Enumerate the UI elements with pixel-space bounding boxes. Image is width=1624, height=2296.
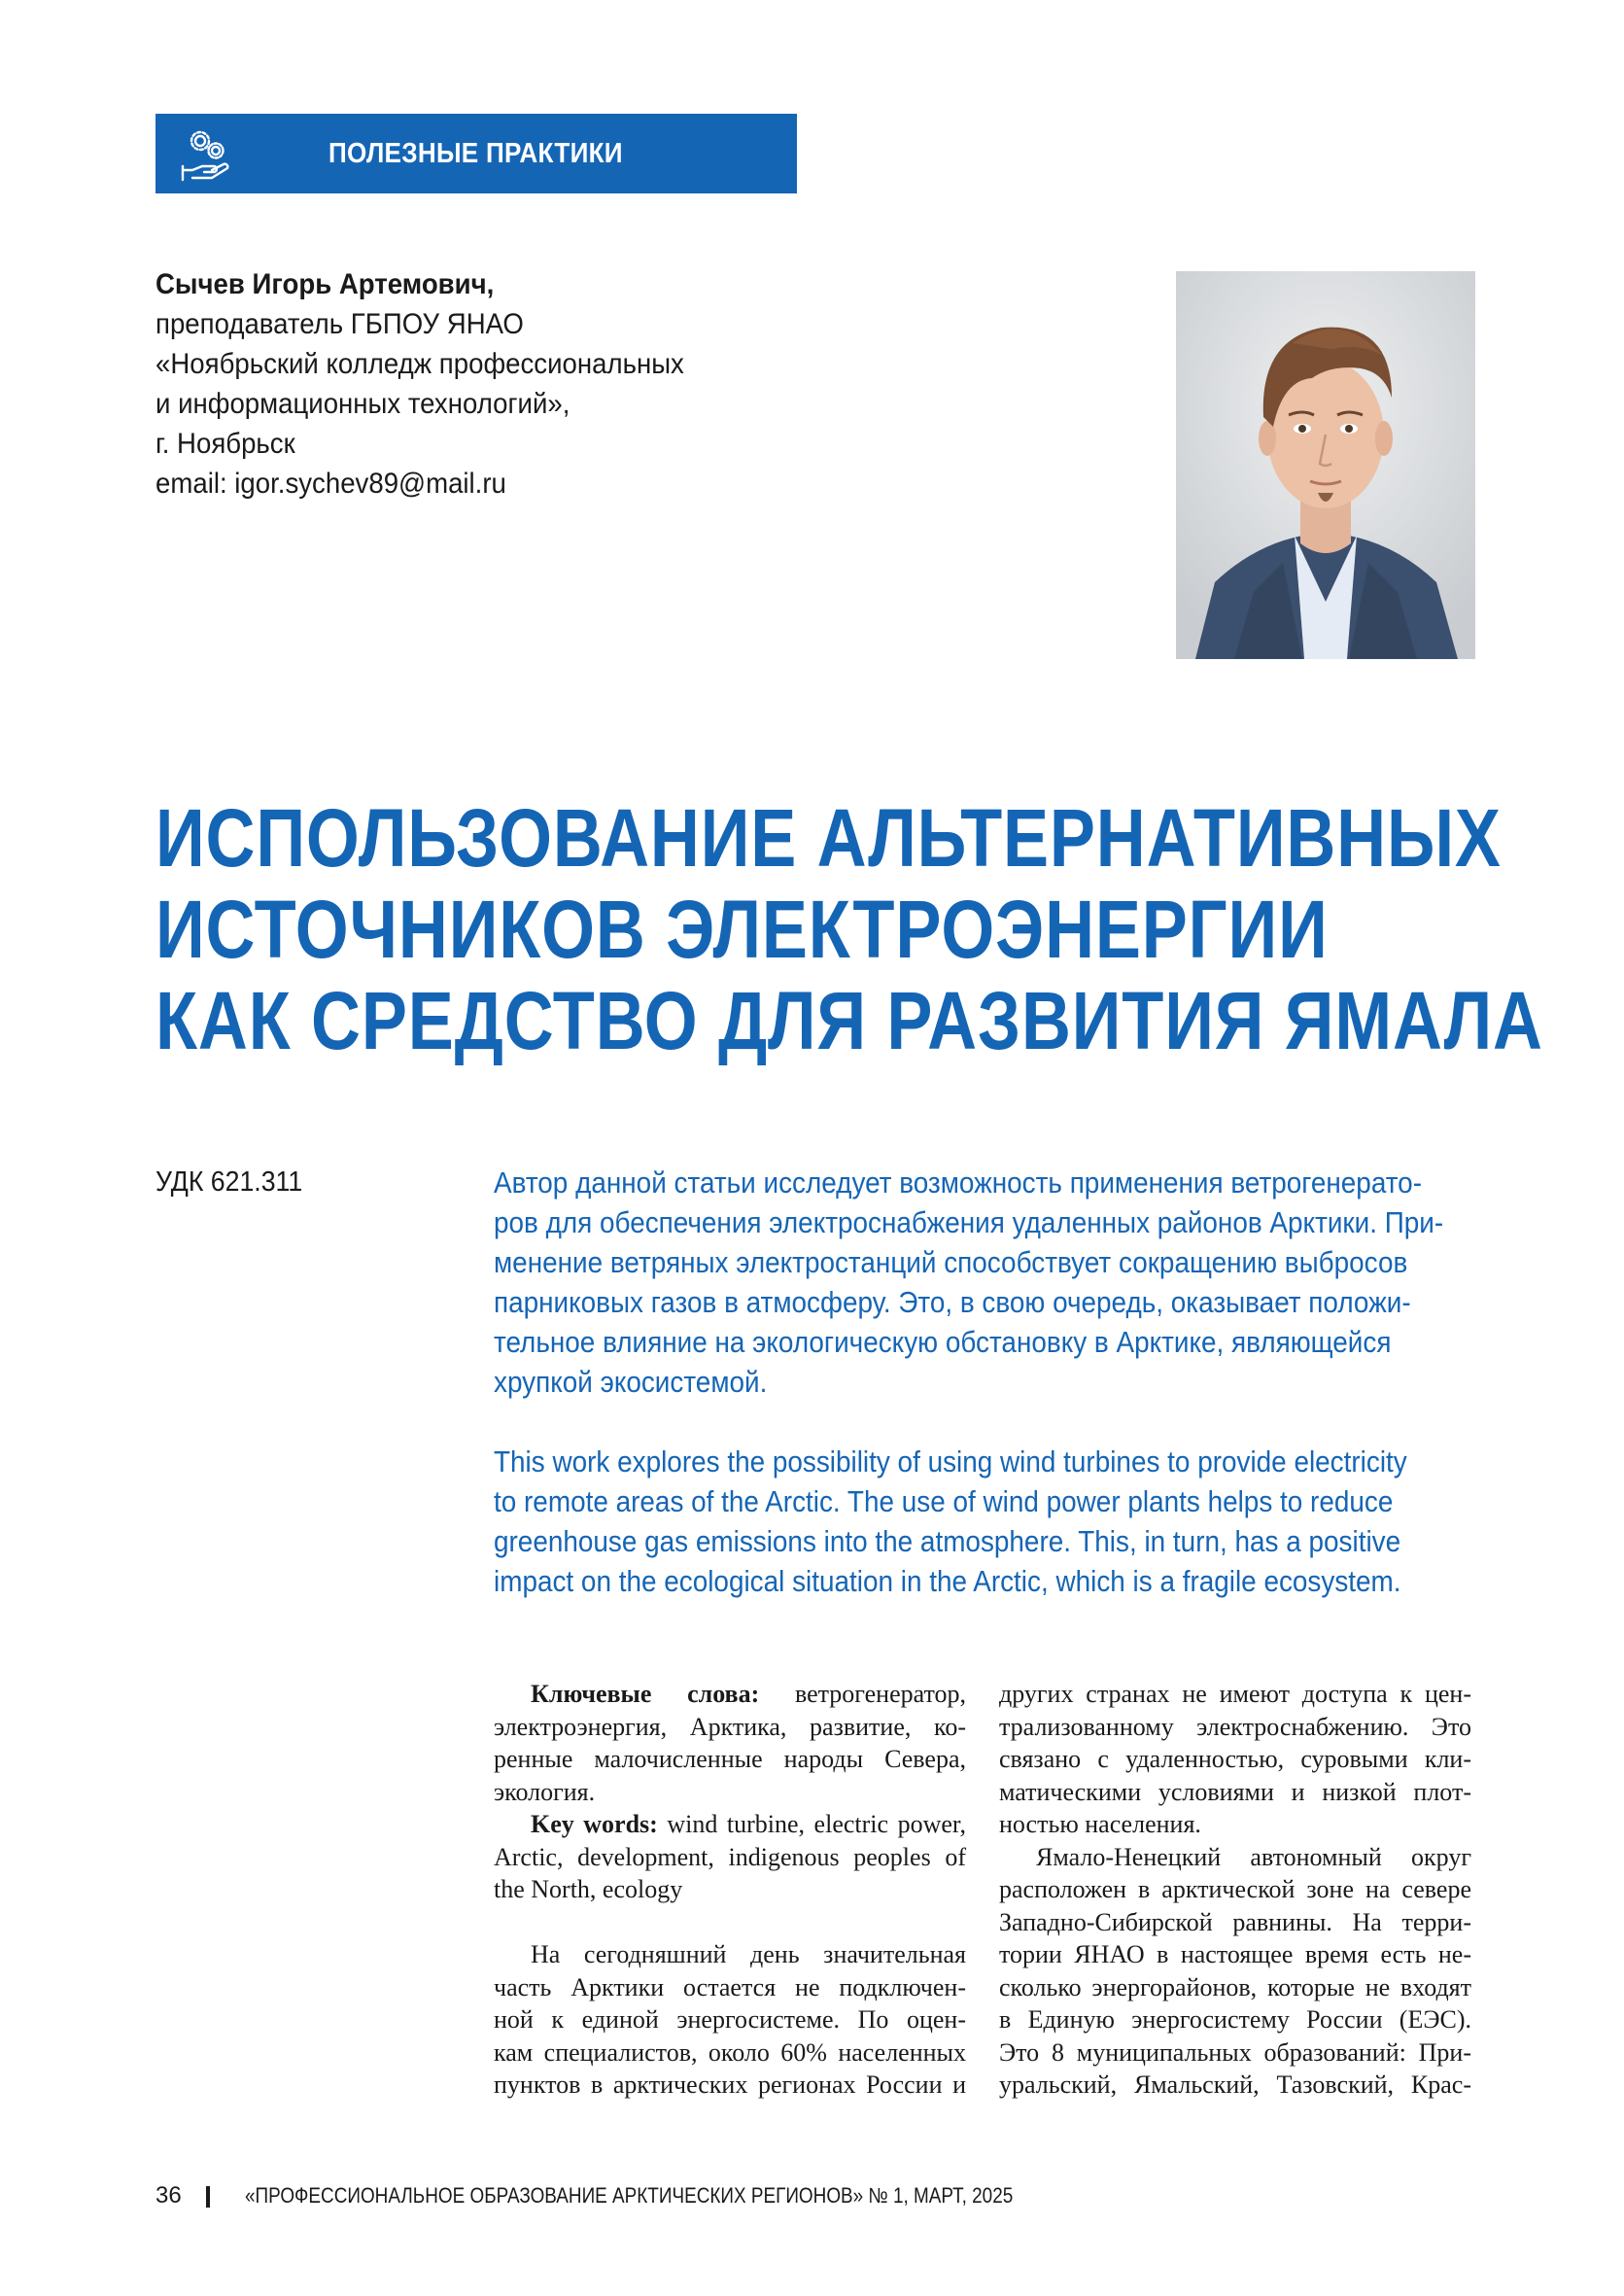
author-line: и информационных технологий», [155,388,570,420]
author-info [155,264,777,504]
body-line: ностью населения. [999,1810,1201,1838]
author-line: г. Ноябрьск [155,428,295,460]
abstract-en-line: to remote areas of the Arctic. The use of wind power plants helps to reduce [494,1484,1394,1518]
body-line: связано с удаленностью, суровыми кли- [999,1745,1471,1773]
body-line: других странах не имеют доступа к цен- [999,1680,1471,1708]
keywords-ru-line: экология. [494,1777,596,1806]
abstract-en-line: greenhouse gas emissions into the atmosphere. This, in turn, has a positive [494,1524,1401,1558]
abstract-ru-line: хрупкой экосистемой. [494,1365,768,1399]
keywords-en-line: the North, ecology [494,1875,683,1903]
body-line: в Единую энергосистему России (ЕЭС). [999,2005,1471,2034]
keywords-ru [494,1678,966,1711]
page-number: 36 [155,2182,182,2209]
author-name: Сычев Игорь Артемович, [155,268,495,300]
body-line: сколько энергорайонов, которые не входят [999,1972,1471,2001]
abstract [494,1163,1495,1601]
body-line: часть Арктики остается не подключен- [494,1972,966,2001]
title-line: ИСТОЧНИКОВ ЭЛЕКТРОЭНЕРГИИ [155,884,1329,975]
abstract-en-line: impact on the ecological situation in the Arctic, which is a fragile ecosystem. [494,1564,1401,1598]
keywords-ru-line: ренные малочисленные народы Севера, [494,1745,966,1773]
abstract-ru-line: парниковых газов в атмосферу. Это, в свою очередь, оказывает положи- [494,1285,1411,1319]
keywords-ru-label: Ключевые слова: [531,1680,760,1708]
abstract-en-line: This work explores the possibility of using wind turbines to provide electricity [494,1444,1407,1478]
body-column-right [999,1678,1471,2102]
journal-name: «ПРОФЕССИОНАЛЬНОЕ ОБРАЗОВАНИЕ АРКТИЧЕСКИХ РЕГИОНОВ» № 1, МАРТ, 2025 [245,2183,1014,2208]
abstract-ru-line: ров для обеспечения электроснабжения удаленных районов Арктики. При- [494,1205,1444,1239]
author-line: «Ноябрьский колледж профессиональных [155,348,684,380]
body-line: тории ЯНАО в настоящее время есть не- [999,1940,1471,1968]
body-line: Западно-Сибирской равнины. На терри- [999,1907,1471,1936]
body-line: расположен в арктической зоне на севере [999,1875,1471,1903]
author-line: преподаватель ГБПОУ ЯНАО [155,308,524,340]
page-footer [155,2182,1138,2209]
body-column-left [494,1678,966,2102]
udk-code: УДК 621.311 [155,1166,303,1198]
article-title [155,792,1543,1066]
body-line: пунктов в арктических регионах России и [494,2070,966,2099]
keywords-en [494,1808,966,1841]
abstract-ru-line: Автор данной статьи исследует возможность применения ветрогенерато- [494,1165,1422,1200]
keywords-ru-line: электроэнергия, Арктика, развитие, ко- [494,1712,966,1741]
portrait-illustration [1176,271,1475,659]
body-line: Это 8 муниципальных образований: При- [999,2037,1471,2067]
keywords-ru-first: ветрогенератор, [794,1680,966,1708]
section-banner [155,114,797,193]
body-line: трализованному электроснабжению. Это [999,1712,1471,1741]
title-line: ИСПОЛЬЗОВАНИЕ АЛЬТЕРНАТИВНЫХ [155,792,1502,884]
section-label: ПОЛЕЗНЫЕ ПРАКТИКИ [328,138,623,169]
body-line: ной к единой энергосистеме. По оцен- [494,2005,966,2034]
author-photo [1176,271,1475,659]
author-email: email: igor.sychev89@mail.ru [155,468,506,500]
keywords-en-label: Key words: [531,1810,658,1838]
abstract-ru-line: менение ветряных электростанций способствует сокращению выбросов [494,1245,1408,1279]
title-line: КАК СРЕДСТВО ДЛЯ РАЗВИТИЯ ЯМАЛА [155,975,1543,1066]
body-line: Ямало-Ненецкий автономный округ [1036,1842,1471,1871]
body-line: уральский, Ямальский, Тазовский, Крас- [999,2070,1471,2099]
keywords-en-line: Arctic, development, indigenous peoples of [494,1842,966,1871]
footer-divider [206,2186,210,2208]
body-line: кам специалистов, около 60% населенных [494,2037,966,2067]
abstract-ru-line: тельное влияние на экологическую обстановку в Арктике, являющейся [494,1325,1392,1359]
body-line: На сегодняшний день значительная [531,1940,966,1968]
hand-gears-icon [179,125,237,184]
body-line: матическими условиями и низкой плот- [999,1777,1471,1806]
keywords-en-first: wind turbine, electric power, [667,1810,966,1838]
